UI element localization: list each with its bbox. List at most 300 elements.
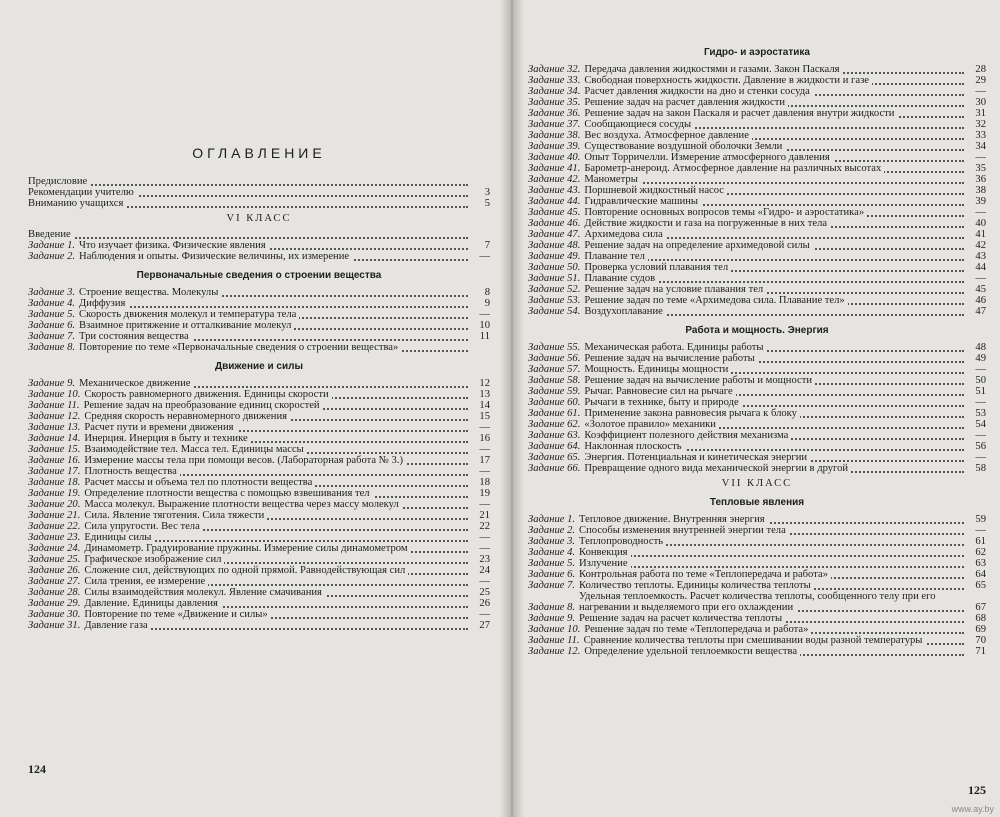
entry-label: Задание 57. <box>528 364 581 375</box>
entry-title-text: Что изучает физика. Физические явления <box>79 240 269 251</box>
entry-label: Задание 54. <box>528 306 581 317</box>
toc-entry <box>528 196 986 207</box>
toc-entry <box>28 521 490 532</box>
entry-title <box>84 532 468 543</box>
entry-label: Задание 14. <box>28 433 81 444</box>
entry-label: Задание 55. <box>528 342 581 353</box>
entry-title <box>79 378 468 389</box>
entry-title <box>579 558 964 569</box>
entry-title-text: Тепловое движение. Внутренняя энергия <box>579 514 768 525</box>
entry-page-number: — <box>975 364 986 375</box>
toc-entry <box>528 364 986 375</box>
entry-title <box>84 477 468 488</box>
entry-label: Задание 23. <box>28 532 81 543</box>
toc-entry <box>528 452 986 463</box>
entry-title <box>584 75 964 86</box>
entry-title-text: Решение задач на расчет количества теплоты <box>579 613 785 624</box>
entry-title <box>584 119 964 130</box>
entry-title <box>28 229 468 240</box>
toc-entry <box>528 75 986 86</box>
entry-label: Задание 18. <box>28 477 81 488</box>
toc-entry <box>28 187 490 198</box>
entry-title-text: Решение задач по теме «Архимедова сила. Плавание тел» <box>584 295 847 306</box>
entry-label: Задание 47. <box>528 229 581 240</box>
entry-page-number: — <box>479 609 490 620</box>
entry-page-number: — <box>479 422 490 433</box>
entry-label: Задание 9. <box>28 378 76 389</box>
toc-entry <box>28 422 490 433</box>
entry-title-text: Коэффициент полезного действия механизма <box>584 430 791 441</box>
entry-label: Задание 37. <box>528 119 581 130</box>
entry-page-number: — <box>975 397 986 408</box>
entry-label: Задание 58. <box>528 375 581 386</box>
entry-title-text: Наклонная плоскость <box>584 441 684 452</box>
entry-label: Задание 52. <box>528 284 581 295</box>
entry-page-number: 56 <box>975 441 986 452</box>
entry-title <box>84 620 468 631</box>
toc-entry <box>28 229 490 240</box>
entry-title <box>584 408 964 419</box>
entry-title <box>79 331 468 342</box>
entry-title-text: Измерение массы тела при помощи весов. (Лабораторная работа № 3.) <box>84 455 406 466</box>
entry-label: Задание 43. <box>528 185 581 196</box>
toc-entry <box>28 488 490 499</box>
entry-title <box>584 419 964 430</box>
entry-title <box>584 342 964 353</box>
entry-title <box>84 455 468 466</box>
entry-page-number: 63 <box>975 558 986 569</box>
entry-title-text: Графическое изображение сил <box>84 554 224 565</box>
toc-entry <box>528 386 986 397</box>
entry-page-number: 7 <box>484 240 490 251</box>
entry-page-number: 43 <box>975 251 986 262</box>
class-heading-vii: VII КЛАСС <box>721 478 793 489</box>
entry-label: Задание 49. <box>528 251 581 262</box>
entry-title <box>84 587 468 598</box>
entry-title <box>79 342 468 353</box>
entry-label: Задание 65. <box>528 452 581 463</box>
dot-leader <box>579 566 964 568</box>
entry-title-text: Решение задач на определение архимедовой силы <box>584 240 812 251</box>
entry-title <box>28 187 468 198</box>
entry-label: Задание 34. <box>528 86 581 97</box>
entry-page-number: — <box>975 152 986 163</box>
entry-title-text: Манометры <box>584 174 640 185</box>
entry-label: Задание 1. <box>528 514 576 525</box>
entry-title <box>584 251 964 262</box>
entry-label: Задание 24. <box>28 543 81 554</box>
entry-label: Задание 16. <box>28 455 81 466</box>
entry-page-number: 34 <box>975 141 986 152</box>
toc-entry <box>528 624 986 635</box>
entry-title-text: Расчет давления жидкости на дно и стенки сосуда <box>584 86 812 97</box>
entry-page-number: 21 <box>479 510 490 521</box>
toc-entry <box>528 536 986 547</box>
entry-label: Задание 12. <box>528 646 581 657</box>
entry-label: Задание 51. <box>528 273 581 284</box>
toc-entry <box>28 466 490 477</box>
entry-page-number: 8 <box>484 287 490 298</box>
entry-title <box>584 196 964 207</box>
toc-entry <box>528 64 986 75</box>
entry-title-text: «Золотое правило» механики <box>584 419 719 430</box>
toc-entry <box>28 499 490 510</box>
toc-entry <box>28 400 490 411</box>
entry-label: Задание 11. <box>28 400 80 411</box>
toc-entry <box>28 298 490 309</box>
entry-title-text: Способы изменения внутренней энергии тела <box>579 525 789 536</box>
entry-label: Задание 48. <box>528 240 581 251</box>
entry-title <box>584 97 964 108</box>
toc-entry <box>528 342 986 353</box>
toc-entry <box>528 397 986 408</box>
toc-entry <box>28 411 490 422</box>
entry-title <box>84 543 468 554</box>
entry-label: Задание 46. <box>528 218 581 229</box>
entry-title <box>584 185 964 196</box>
entry-label: Задание 60. <box>528 397 581 408</box>
entry-label: Задание 41. <box>528 163 581 174</box>
entry-page-number: 14 <box>479 400 490 411</box>
toc-entry <box>528 514 986 525</box>
entry-title <box>84 576 468 587</box>
entry-title-text: Решение задач на закон Паскаля и расчет давления внутри жидкости <box>584 108 897 119</box>
entry-page-number: 12 <box>479 378 490 389</box>
book-gutter <box>500 0 524 817</box>
entry-page-number: 51 <box>975 386 986 397</box>
entry-page-number: 41 <box>975 229 986 240</box>
entry-title <box>79 309 468 320</box>
entry-title <box>79 287 468 298</box>
toc-entry <box>528 569 986 580</box>
entry-title-text: Взаимное притяжение и отталкивание молекул <box>79 320 294 331</box>
right-class-sections <box>528 497 986 657</box>
entry-page-number: — <box>975 86 986 97</box>
entry-label: Задание 7. <box>28 331 76 342</box>
entry-title-text: Диффузия <box>79 298 128 309</box>
entry-title-text: Теплопроводность <box>579 536 666 547</box>
entry-title <box>79 251 468 262</box>
toc-entry <box>28 587 490 598</box>
entry-title-text: Количество теплоты. Единицы количества теплоты <box>579 580 814 591</box>
entry-title-text: Решение задач по теме «Теплопередача и работа» <box>584 624 811 635</box>
entry-label: Задание 3. <box>28 287 76 298</box>
toc-entry <box>28 331 490 342</box>
entry-label: Задание 22. <box>28 521 81 532</box>
intro-list <box>28 229 490 262</box>
entry-title-text: Предисловие <box>28 176 90 187</box>
toc-entry <box>28 609 490 620</box>
right-page <box>514 0 1000 817</box>
entry-title <box>84 411 468 422</box>
entry-title <box>84 444 468 455</box>
entry-page-number: 31 <box>975 108 986 119</box>
toc-entry <box>528 174 986 185</box>
entry-page-number: — <box>975 525 986 536</box>
entry-title <box>584 163 964 174</box>
entry-label: Задание 25. <box>28 554 81 565</box>
entry-title-text: Скорость равномерного движения. Единицы скорости <box>84 389 331 400</box>
entry-title-text: Вес воздуха. Атмосферное давление <box>584 130 752 141</box>
entry-title-text: Решение задач на условие плавания тел <box>584 284 766 295</box>
entry-label: Задание 39. <box>528 141 581 152</box>
toc-entry <box>28 444 490 455</box>
entry-title <box>584 273 964 284</box>
entry-label: Задание 7. <box>528 580 576 591</box>
entry-page-number: 35 <box>975 163 986 174</box>
entry-label: Задание 33. <box>528 75 581 86</box>
entry-label: Задание 29. <box>28 598 81 609</box>
entry-page-number: 50 <box>975 375 986 386</box>
entry-page-number: 64 <box>975 569 986 580</box>
entry-title <box>584 430 964 441</box>
entry-page-number: — <box>479 576 490 587</box>
entry-page-number: — <box>479 499 490 510</box>
section-heading: Гидро- и аэростатика <box>704 47 810 58</box>
entry-label: Задание 3. <box>528 536 576 547</box>
entry-title-text: Плавание судов <box>584 273 658 284</box>
entry-title <box>579 536 964 547</box>
entry-title-text: Сообщающиеся сосуды <box>584 119 694 130</box>
entry-title-text: Повторение по теме «Первоначальные сведения о строении вещества» <box>79 342 401 353</box>
entry-title-text: Конвекция <box>579 547 631 558</box>
entry-title <box>584 229 964 240</box>
entry-page-number: 5 <box>484 198 490 209</box>
entry-title-text: Давление. Единицы давления <box>84 598 221 609</box>
entry-title <box>584 108 964 119</box>
entry-title <box>584 624 964 635</box>
dot-leader <box>79 306 468 308</box>
entry-title <box>584 635 964 646</box>
entry-title <box>579 580 964 591</box>
toc-entry <box>528 218 986 229</box>
entry-label: Задание 10. <box>528 624 581 635</box>
toc-entry <box>28 455 490 466</box>
entry-title <box>584 295 964 306</box>
entry-title <box>79 320 468 331</box>
entry-label: Задание 66. <box>528 463 581 474</box>
entry-title-text: Существование воздушной оболочки Земли <box>584 141 785 152</box>
entry-page-number: — <box>479 251 490 262</box>
entry-page-number: 48 <box>975 342 986 353</box>
entry-title-text: Плавание тел <box>584 251 648 262</box>
entry-page-number: 32 <box>975 119 986 130</box>
entry-page-number: 29 <box>975 75 986 86</box>
entry-title-text: Единицы силы <box>84 532 154 543</box>
watermark: www.ay.by <box>951 804 994 814</box>
entry-title-text: Поршневой жидкостный насос <box>584 185 727 196</box>
entry-label: Задание 10. <box>28 389 81 400</box>
entry-label: Задание 56. <box>528 353 581 364</box>
entry-page-number: 19 <box>479 488 490 499</box>
toc-entry <box>28 342 490 353</box>
section-heading: Работа и мощность. Энергия <box>685 325 829 336</box>
toc-entry <box>528 295 986 306</box>
entry-title-text: Мощность. Единицы мощности <box>584 364 731 375</box>
entry-title-text: Архимедова сила <box>584 229 665 240</box>
entry-title <box>84 499 468 510</box>
entry-label: Задание 1. <box>28 240 76 251</box>
entry-page-number: — <box>479 466 490 477</box>
entry-page-number: 42 <box>975 240 986 251</box>
entry-title-text: Гидравлические машины <box>584 196 701 207</box>
toc-entry <box>528 635 986 646</box>
entry-label: Задание 40. <box>528 152 581 163</box>
toc-entry <box>528 441 986 452</box>
toc-entry <box>528 86 986 97</box>
entry-label: Задание 26. <box>28 565 81 576</box>
entry-label: Задание 28. <box>28 587 81 598</box>
toc-entry <box>28 576 490 587</box>
section-heading: Первоначальные сведения о строении вещества <box>136 270 382 281</box>
entry-title <box>84 609 468 620</box>
dot-leader <box>28 237 468 239</box>
toc-entry <box>528 525 986 536</box>
entry-title-text: Удельная теплоемкость. Расчет количества теплоты, сообщенного телу при его нагревании и выделяемого при его охлаждении <box>579 591 936 613</box>
entry-title <box>584 441 964 452</box>
entry-title-text: Расчет массы и объема тел по плотности вещества <box>84 477 315 488</box>
entry-title <box>84 554 468 565</box>
entry-page-number: 24 <box>479 565 490 576</box>
toc-entry <box>528 185 986 196</box>
entry-label: Задание 30. <box>28 609 81 620</box>
entry-page-number: 45 <box>975 284 986 295</box>
entry-label: Задание 4. <box>28 298 76 309</box>
entry-page-number: 10 <box>479 320 490 331</box>
front-matter-list <box>28 176 490 209</box>
entry-title <box>84 521 468 532</box>
entry-label: Задание 6. <box>28 320 76 331</box>
entry-title-text: Плотность вещества <box>84 466 179 477</box>
toc-entry <box>528 97 986 108</box>
entry-page-number: 69 <box>975 624 986 635</box>
entry-title-text: Три состояния вещества <box>79 331 192 342</box>
entry-page-number: 23 <box>479 554 490 565</box>
right-sections <box>528 47 986 474</box>
toc-entry <box>528 240 986 251</box>
section-heading: Движение и силы <box>215 361 303 372</box>
entry-label: Задание 44. <box>528 196 581 207</box>
entry-title-text: Барометр-анероид. Атмосферное давление на различных высотах <box>584 163 884 174</box>
toc-entry <box>528 229 986 240</box>
entry-page-number: 15 <box>479 411 490 422</box>
dot-leader <box>584 182 964 184</box>
entry-page-number: — <box>975 452 986 463</box>
entry-label: Задание 36. <box>528 108 581 119</box>
entry-title-text: Излучение <box>579 558 631 569</box>
entry-title-text: Давление газа <box>84 620 150 631</box>
entry-title-text: Рычаги в технике, быту и природе <box>584 397 741 408</box>
toc-entry <box>28 565 490 576</box>
toc-entry <box>528 262 986 273</box>
entry-page-number: — <box>479 309 490 320</box>
entry-title <box>584 452 964 463</box>
entry-page-number: 13 <box>479 389 490 400</box>
entry-title-text: Силы взаимодействия молекул. Явление смачивания <box>84 587 325 598</box>
entry-page-number: — <box>975 207 986 218</box>
toc-entry <box>528 207 986 218</box>
entry-title-text: Рекомендации учителю <box>28 187 137 198</box>
entry-page-number: 22 <box>479 521 490 532</box>
entry-label: Задание 8. <box>28 342 76 353</box>
entry-title-text: Механическое движение <box>79 378 193 389</box>
right-toc-column <box>528 39 986 657</box>
toc-entry <box>528 430 986 441</box>
toc-entry <box>28 433 490 444</box>
entry-page-number: 70 <box>975 635 986 646</box>
entry-label: Задание 11. <box>528 635 580 646</box>
entry-page-number: 65 <box>975 580 986 591</box>
toc-entry <box>528 558 986 569</box>
entry-page-number: — <box>479 543 490 554</box>
toc-entry <box>28 598 490 609</box>
entry-page-number: 39 <box>975 196 986 207</box>
entry-label: Задание 53. <box>528 295 581 306</box>
toc-entry <box>528 613 986 624</box>
toc-entry <box>528 463 986 474</box>
entry-title-text: Повторение основных вопросов темы «Гидро- и аэростатика» <box>584 207 867 218</box>
entry-title <box>84 598 468 609</box>
entry-page-number: 54 <box>975 419 986 430</box>
entry-title-text: Сложение сил, действующих по одной прямой. Равнодействующая сил <box>84 565 408 576</box>
entry-title-text: Скорость движения молекул и температура тела <box>79 309 299 320</box>
entry-title-text: Сила трения, ее измерение <box>84 576 208 587</box>
entry-label: Задание 8. <box>528 602 576 613</box>
toc-entry <box>528 108 986 119</box>
entry-title <box>584 306 964 317</box>
entry-title <box>579 591 964 613</box>
toc-entry <box>528 273 986 284</box>
entry-label: Задание 64. <box>528 441 581 452</box>
entry-title-text: Инерция. Инерция в быту и технике <box>84 433 250 444</box>
entry-title <box>579 514 964 525</box>
entry-title-text: Определение удельной теплоемкости вещества <box>584 646 800 657</box>
entry-page-number: 27 <box>479 620 490 631</box>
entry-title <box>584 397 964 408</box>
entry-label: Задание 62. <box>528 419 581 430</box>
toc-entry <box>528 591 986 613</box>
entry-label: Задание 12. <box>28 411 81 422</box>
entry-title <box>584 375 964 386</box>
toc-entry <box>28 554 490 565</box>
entry-title <box>79 298 468 309</box>
entry-label: Задание 21. <box>28 510 81 521</box>
toc-entry <box>528 408 986 419</box>
toc-entry <box>28 240 490 251</box>
toc-entry <box>28 176 490 187</box>
toc-entry <box>28 477 490 488</box>
dot-leader <box>579 555 964 557</box>
entry-label: Задание 35. <box>528 97 581 108</box>
entry-title <box>84 510 468 521</box>
entry-title <box>84 488 468 499</box>
entry-label: Задание 45. <box>528 207 581 218</box>
entry-page-number: 11 <box>479 331 490 342</box>
entry-title-text: Решение задач на расчет давления жидкости <box>584 97 788 108</box>
entry-title <box>584 64 964 75</box>
entry-title-text: Сравнение количества теплоты при смешивании воды разной температуры <box>584 635 926 646</box>
entry-label: Задание 13. <box>28 422 81 433</box>
toc-entry <box>28 532 490 543</box>
entry-label: Задание 38. <box>528 130 581 141</box>
entry-title-text: Применение закона равновесия рычага к блоку <box>584 408 800 419</box>
entry-title-text: Взаимодействие тел. Масса тел. Единицы массы <box>84 444 306 455</box>
entry-label: Задание 63. <box>528 430 581 441</box>
entry-label: Задание 50. <box>528 262 581 273</box>
entry-title <box>84 466 468 477</box>
entry-title-text: Повторение по теме «Движение и силы» <box>84 609 270 620</box>
entry-page-number: 30 <box>975 97 986 108</box>
